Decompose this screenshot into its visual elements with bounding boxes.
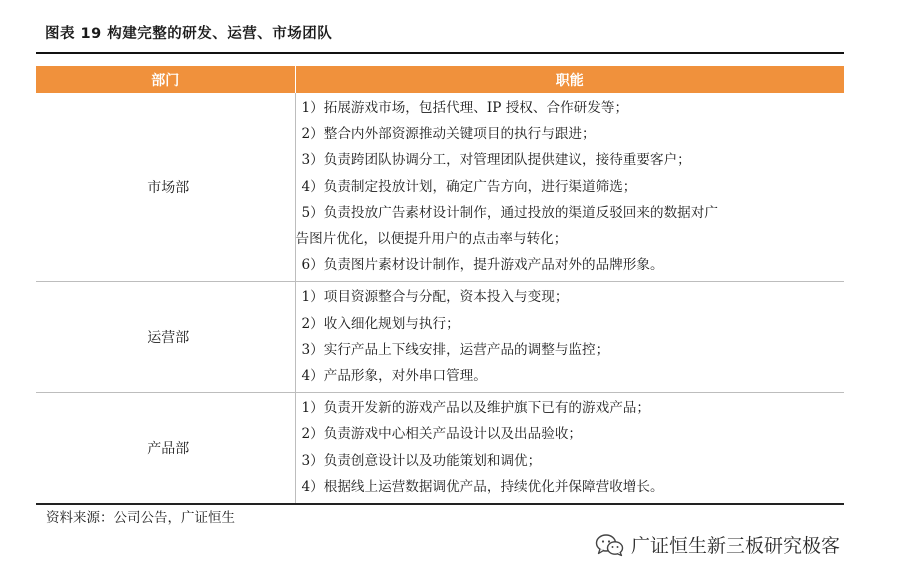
dept-name-market: 市场部 [147,180,190,197]
watermark [595,531,840,558]
duty-list-market [296,93,845,281]
duty-list-product [296,393,845,503]
duty-item-continuation: 告图片优化，以便提升用户的点击率与转化； [295,231,568,248]
wechat-icon [595,533,625,557]
header-function: 职能 [295,66,844,93]
source-note: 资料来源：公司公告，广证恒生 [46,510,235,526]
table-header-row [36,66,844,93]
duty-item: 3）负责跨团队协调分工，对管理团队提供建议，接待重要客户； [301,152,691,169]
duty-item: 4）根据线上运营数据调优产品，持续优化并保障营收增长。 [301,478,664,495]
department-table [36,66,844,505]
watermark-text: 广证恒生新三板研究极客 [631,535,841,557]
duty-item: 3）负责创意设计以及功能策划和调优； [301,452,542,469]
duty-item: 3）实行产品上下线安排，运营产品的调整与监控； [301,341,610,358]
caption-divider [36,52,844,54]
duty-item: 1）负责开发新的游戏产品以及维护旗下已有的游戏产品； [301,400,650,417]
figure-caption: 图表 19 构建完整的研发、运营、市场团队 [45,26,333,42]
duty-list-operations [296,282,845,392]
duty-item: 4）负责制定投放计划，确定广告方向，进行渠道筛选； [301,178,637,195]
duty-item: 6）负责图片素材设计制作，提升游戏产品对外的品牌形象。 [301,257,664,274]
duty-item: 5）负责投放广告素材设计制作，通过投放的渠道反驳回来的数据对广 [301,204,718,221]
table-row-market [36,93,844,282]
table-row-operations [36,282,844,393]
table-row-product [36,393,844,504]
duty-item: 4）产品形象，对外串口管理。 [301,368,487,385]
duty-item: 1）项目资源整合与分配，资本投入与变现； [301,289,569,306]
duty-item: 2）整合内外部资源推动关键项目的执行与跟进； [301,126,596,143]
duty-item: 2）收入细化规划与执行； [301,315,460,332]
duty-item: 1）拓展游戏市场，包括代理、IP 授权、合作研发等； [301,100,629,116]
duty-item: 2）负责游戏中心相关产品设计以及出品验收； [301,426,583,443]
dept-name-product: 产品部 [147,441,190,458]
dept-name-operations: 运营部 [147,330,190,347]
header-department: 部门 [36,66,295,93]
